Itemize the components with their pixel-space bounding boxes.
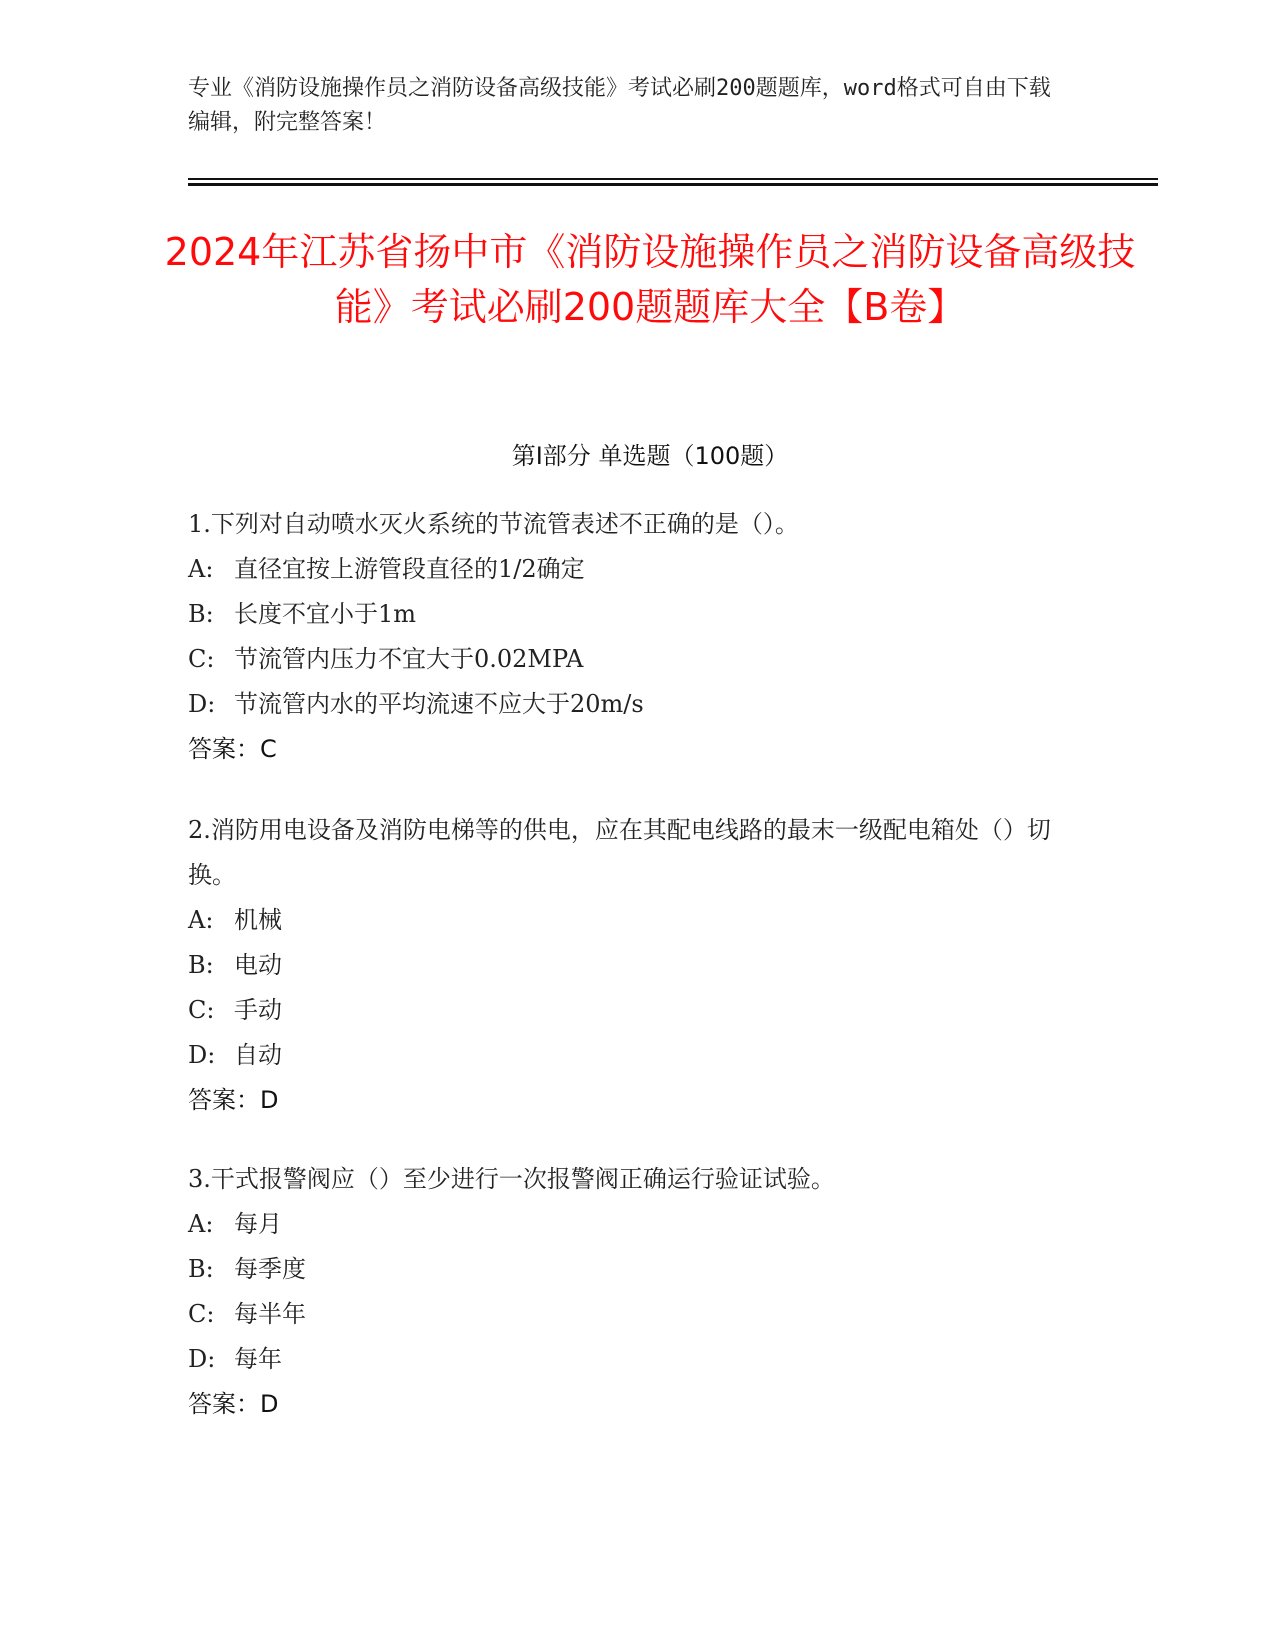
- option-text: 每半年: [234, 1300, 306, 1328]
- question-stem: 2.消防用电设备及消防电梯等的供电，应在其配电线路的最末一级配电箱处（）切换。: [188, 816, 1051, 889]
- section-title: 第I部分 单选题（100题）: [511, 442, 789, 470]
- option-text: 手动: [234, 996, 282, 1024]
- option-letter: D:: [188, 690, 216, 718]
- question-2: [188, 808, 1068, 1123]
- option-text: 电动: [234, 951, 282, 979]
- option-letter: B:: [188, 1255, 214, 1283]
- option-a: [188, 547, 1068, 592]
- answer: 答案：D: [188, 1086, 279, 1114]
- question-stem: 3.干式报警阀应（）至少进行一次报警阀正确运行验证试验。: [188, 1165, 835, 1193]
- option-text: 节流管内水的平均流速不应大于20m/s: [234, 690, 644, 718]
- option-letter: A:: [188, 906, 214, 934]
- option-d: [188, 682, 1068, 727]
- option-letter: C:: [188, 645, 215, 673]
- option-text: 直径宜按上游管段直径的1/2确定: [234, 555, 585, 583]
- option-letter: C:: [188, 996, 215, 1024]
- option-b: [188, 1247, 1068, 1292]
- header-note: 专业《消防设施操作员之消防设备高级技能》考试必刷200题题库，word格式可自由下载编辑，附完整答案！: [188, 76, 1051, 135]
- option-text: 节流管内压力不宜大于0.02MPA: [234, 645, 584, 673]
- option-b: [188, 592, 1068, 637]
- document-title: 2024年江苏省扬中市《消防设施操作员之消防设备高级技能》考试必刷200题题库大全【B卷】: [164, 230, 1136, 329]
- option-list: [188, 898, 1068, 1078]
- option-letter: A:: [188, 1210, 214, 1238]
- header-divider-thin: [188, 178, 1158, 180]
- option-text: 每月: [234, 1210, 282, 1238]
- option-text: 自动: [234, 1041, 282, 1069]
- option-letter: B:: [188, 600, 214, 628]
- answer: 答案：C: [188, 735, 277, 763]
- option-text: 每年: [234, 1345, 282, 1373]
- option-d: [188, 1337, 1068, 1382]
- option-b: [188, 943, 1068, 988]
- option-c: [188, 1292, 1068, 1337]
- question-stem: 1.下列对自动喷水灭火系统的节流管表述不正确的是（）。: [188, 510, 799, 538]
- option-letter: A:: [188, 555, 214, 583]
- option-letter: D:: [188, 1041, 216, 1069]
- option-list: [188, 547, 1068, 727]
- option-a: [188, 898, 1068, 943]
- option-letter: C:: [188, 1300, 215, 1328]
- answer: 答案：D: [188, 1390, 279, 1418]
- header-divider-thick: [188, 183, 1158, 186]
- option-c: [188, 637, 1068, 682]
- option-text: 机械: [234, 906, 282, 934]
- option-letter: D:: [188, 1345, 216, 1373]
- option-a: [188, 1202, 1068, 1247]
- option-text: 长度不宜小于1m: [234, 600, 417, 628]
- option-text: 每季度: [234, 1255, 306, 1283]
- option-letter: B:: [188, 951, 214, 979]
- option-list: [188, 1202, 1068, 1382]
- option-d: [188, 1033, 1068, 1078]
- option-c: [188, 988, 1068, 1033]
- question-3: [188, 1157, 1068, 1427]
- question-1: [188, 502, 1068, 772]
